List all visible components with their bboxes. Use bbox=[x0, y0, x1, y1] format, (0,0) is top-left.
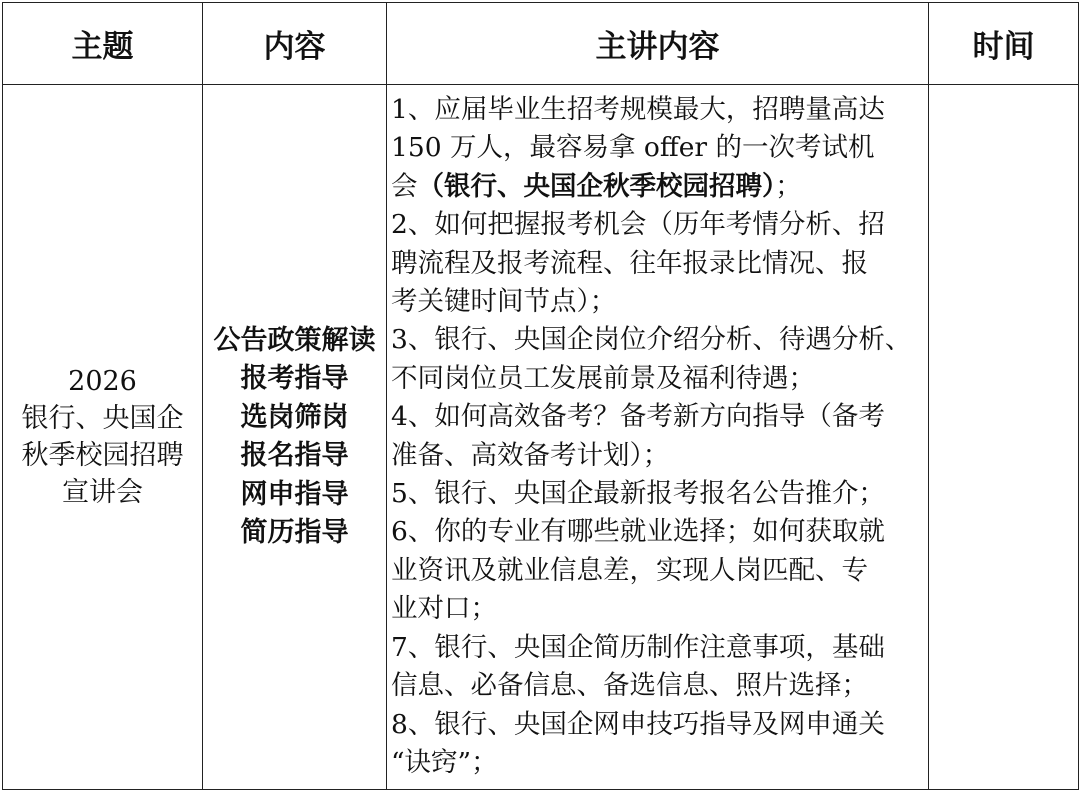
topic-line: 宣讲会 bbox=[62, 477, 143, 508]
topic-line: 2026 bbox=[68, 366, 137, 397]
list-item bbox=[391, 706, 926, 783]
item-line: “诀窍”； bbox=[391, 746, 498, 778]
item-line: 聘流程及报考流程、往年报录比情况、报 bbox=[391, 247, 868, 279]
header-main-content: 主讲内容 bbox=[387, 3, 929, 85]
topic-cell bbox=[3, 85, 203, 790]
item-line: 5、银行、央国企最新报考报名公告推介； bbox=[391, 478, 885, 510]
seminar-schedule-table bbox=[2, 2, 1079, 790]
header-content: 内容 bbox=[203, 3, 387, 85]
time-cell bbox=[929, 85, 1079, 790]
item-line: 4、如何高效备考？备考新方向指导（备考 bbox=[391, 401, 885, 433]
item-line: 考关键时间节点）； bbox=[391, 286, 617, 318]
list-item bbox=[391, 629, 926, 706]
list-item bbox=[391, 513, 926, 628]
list-item bbox=[391, 321, 926, 398]
content-line: 公告政策解读 bbox=[213, 324, 376, 356]
item-line: 6、你的专业有哪些就业选择；如何获取就 bbox=[391, 516, 885, 548]
item-line: 不同岗位员工发展前景及福利待遇； bbox=[391, 362, 815, 394]
item-line bbox=[391, 168, 926, 206]
main-content-cell bbox=[387, 85, 929, 790]
content-cell bbox=[203, 85, 387, 790]
content-line: 选岗筛岗 bbox=[240, 401, 349, 433]
item-line-text: 会 bbox=[391, 170, 418, 202]
item-line: 准备、高效备考计划）； bbox=[391, 439, 670, 471]
item-line: 150 万人，最容易拿 offer 的一次考试机 bbox=[391, 132, 875, 164]
content-line: 报名指导 bbox=[240, 440, 349, 471]
list-item bbox=[391, 475, 926, 513]
item-line: 2、如何把握报考机会（历年考情分析、招 bbox=[391, 209, 885, 241]
item-line: 8、银行、央国企网申技巧指导及网申通关 bbox=[391, 708, 885, 740]
list-item bbox=[391, 91, 926, 206]
item-line: 信息、必备信息、备选信息、照片选择； bbox=[391, 670, 868, 702]
list-item bbox=[391, 398, 926, 475]
table-row bbox=[3, 85, 1079, 790]
content-line: 网申指导 bbox=[240, 478, 349, 510]
item-line: 7、银行、央国企简历制作注意事项，基础 bbox=[391, 631, 885, 663]
item-line-tail: ； bbox=[775, 170, 802, 202]
topic-line: 银行、央国企 bbox=[21, 403, 184, 434]
content-line: 报考指导 bbox=[240, 363, 349, 394]
header-topic: 主题 bbox=[3, 3, 203, 85]
header-time: 时间 bbox=[929, 3, 1079, 85]
item-line: 3、银行、央国企岗位介绍分析、待遇分析、 bbox=[391, 324, 912, 356]
item-line: 业对口； bbox=[391, 593, 497, 625]
item-bold-text: （银行、央国企秋季校园招聘） bbox=[417, 170, 776, 202]
header-row bbox=[3, 3, 1079, 85]
list-item bbox=[391, 206, 926, 321]
topic-line: 秋季校园招聘 bbox=[21, 440, 184, 471]
item-line: 业资讯及就业信息差，实现人岗匹配、专 bbox=[391, 554, 868, 586]
item-line: 1、应届毕业生招考规模最大，招聘量高达 bbox=[391, 94, 885, 125]
content-line: 简历指导 bbox=[240, 517, 349, 548]
